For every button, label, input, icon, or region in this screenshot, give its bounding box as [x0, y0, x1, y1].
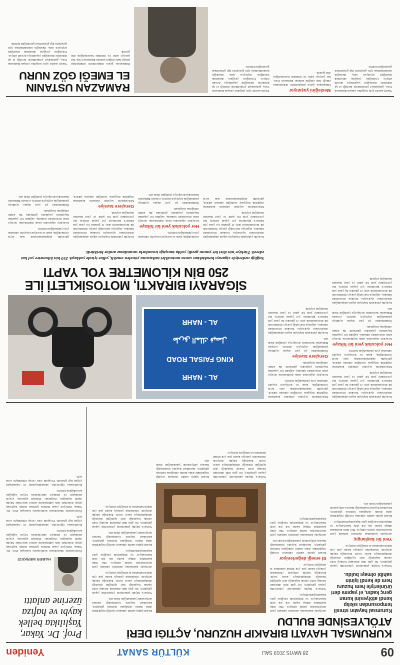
- article-subhead: Yeni bir başlangıç: [353, 537, 392, 542]
- motorcyclist-photo: [8, 295, 132, 399]
- article-paragraph: Yıllarca büyük şirketlerde yöneticilik yapan girişimci, bir gün tüm düzenini bırakıp hobi olarak başladığı deri işçiliğini mesleğe dönüştürmeye karar verdi. Kurduğu küçük atölyede cüzdandan çantaya kadar pek çok ürünü tamamen el emeğiyle üretiyor.: [92, 505, 152, 529]
- article-paragraph: Gençlere sigaradan uzak durmalarını tavsiye eden motosiklet tutkunu, sağlıklı bir yaşamın hayallerin peşinden gitmenin ilk adımı olduğunu vurguladı.: [268, 361, 328, 377]
- article-paragraph: Yıllarca büyük şirketlerde yöneticilik yapan girişimci, bir gün tüm düzenini bırakıp hobi olarak başladığı deri işçiliğini mesleğe dönüştürmeye karar verdi. Kurduğu küçük atölyede cüzdandan çantaya kadar pek çok ürünü tamamen el emeğiyle üretiyor.: [270, 563, 326, 591]
- road-sign: [142, 307, 258, 391]
- article-paragraph: Yıllarca büyük şirketlerde yöneticilik yapan girişimci, bir gün tüm düzenini bırakıp hobi olarak başladığı deri işçiliğini mesleğe dönüştürmeye karar verdi. Kurduğu küçük atölyede cüzdandan çantaya kadar pek çok ürünü tamamen el emeğiyle üretiyor.: [330, 544, 392, 568]
- column-divider: [86, 407, 87, 639]
- main-headline-line-2: 250 BİN KİLOMETRE YOL YAPTI: [43, 265, 229, 279]
- page-header: [6, 645, 394, 659]
- side-column-author: HABER MERKEZİ: [17, 557, 51, 562]
- side-column-paragraph: Konferansa öğrenciler, akademisyenler ve vatandaşlar yoğun ilgi gösterdi. Program soru cevap bölümüyle sona erdi.: [6, 515, 82, 527]
- article-paragraph: Yıllarca büyük şirketlerde yöneticilik yapan girişimci, bir gün tüm düzenini bırakıp hobi olarak başladığı deri işçiliğini mesleğe dönüştürmeye karar verdi. Kurduğu küçük atölyede cüzdandan çantaya kadar pek çok ürünü tamamen el emeğiyle üretiyor.: [92, 571, 152, 595]
- craftsman-photo: [134, 7, 208, 93]
- article-paragraph: Gençlik yıllarında başlayan sigara alışkanlığını doktorunun uyarısıyla bırakan motosiklet tutkunu, sigaraya harcadığı parayı biriktirerek ilk motosikletini aldı. O günden bu yana yüz binlerce kilometre yol yapan sürücü, her yolculukta yeni bir şehir ve yeni insanlar tanıdığını söyledi.: [203, 211, 264, 239]
- top-article-headline: KURUMSAL HAYATI BIRAKIP HUZURU, AÇTIĞI DERİ ATÖLYESİNDE BULDU: [126, 615, 392, 639]
- side-column-paragraph: Konferansa öğrenciler, akademisyenler ve vatandaşlar yoğun ilgi gösterdi. Program soru cevap bölümüyle sona erdi.: [6, 475, 82, 487]
- issue-date: 28 MAYIS 2019 SALI: [261, 649, 309, 655]
- article-paragraph: Gençlere sigaradan uzak durmalarını tavsiye eden motosiklet tutkunu, sağlıklı bir yaşamın hayallerin peşinden gitmenin ilk adımı olduğunu vurguladı.: [8, 209, 69, 225]
- top-article-column-2: [270, 408, 326, 613]
- main-article-column-1: [332, 109, 392, 399]
- brand-logo: Yeniden: [6, 646, 45, 658]
- bottom-article-lead: [8, 10, 130, 66]
- main-article-body-columns: [8, 109, 264, 239]
- side-column-paragraph: Üniversitede düzenlenen konferansta konuşan Prof. Dr. Yakar, ilerleyen yaşla birlikte görülen bellek kaybının erken dönemde fark edilmesinin tedavi sürecinde büyük önem taşıdığını vurguladı. Düzenli egzersiz, sosyal etkileşim ve zihinsel aktivitelerin beyin sağlığını koruduğunu belirtti.: [6, 529, 82, 553]
- section-title: KÜLTÜR SANAT: [116, 647, 190, 657]
- article-paragraph: Kendi işinin sahibi olmanın verdiği özgürlükle daha mutlu olduğunu belirten girişimci, kurumsal hayatta bulamadığı huzuru atölyesinde yakaladığını ifade etti.: [330, 502, 392, 518]
- article-paragraph: Atölyede kullanılan derilerin tamamı yerli üreticilerden temin ediliyor. Her ürün kesimden dikişe kadar tek tek elde hazırlanıyor ve müşterinin isteğine göre kişiselleştirilebiliyor.: [270, 593, 326, 613]
- article-paragraph: Kendi işinin sahibi olmanın verdiği özgürlükle daha mutlu olduğunu belirten girişimci, kurumsal hayatta bulamadığı huzuru atölyesinde yakaladığını ifade etti.: [92, 597, 152, 613]
- article-paragraph: Gençlik yıllarında başlayan sigara alışkanlığını doktorunun uyarısıyla bırakan motosiklet tutkunu, sigaraya harcadığı parayı biriktirerek ilk motosikletini aldı. O günden bu yana yüz binlerce kilometre yol yapan sürücü, her yolculukta yeni bir şehir ve yeni insanlar tanıdığını söyledi.: [73, 211, 134, 239]
- article-paragraph: Gençlere sigaradan uzak durmalarını tavsiye eden motosiklet tutkunu, sağlıklı bir yaşamın hayallerin peşinden gitmenin ilk adımı olduğunu vurguladı.: [138, 207, 199, 223]
- article-paragraph: Önümüzdeki yıl yurt dışına açılmayı planladığını söyleyen sürücü, rotasını Balkanlar üzerinden Avrupa'ya çizdiğini ifade etti.: [138, 193, 199, 205]
- author-photo: [54, 557, 82, 591]
- article-paragraph: Önümüzdeki yıl yurt dışına açılmayı planladığını söyleyen sürücü, rotasını Balkanlar üzerinden Avrupa'ya çizdiğini ifade etti.: [8, 195, 69, 207]
- road-sign-line: AL - NAHR: [182, 372, 218, 380]
- road-sign-line: AL - NAHR: [182, 318, 218, 326]
- article-subhead: Her yolculuk yeni bir hikaye: [139, 224, 199, 229]
- road-sign-line: طريق الملك فيصل: [172, 336, 228, 344]
- article-paragraph: Gençlik yıllarında başlayan sigara alışkanlığını doktorunun uyarısıyla bırakan motosiklet tutkunu, sigaraya harcadığı parayı biriktirerek ilk motosikletini aldı. O günden bu yana yüz binlerce kilometre yol yapan sürücü, her yolculukta yeni bir şehir ve yeni insanlar tanıdığını söyledi.: [332, 371, 392, 399]
- top-article-deck-column: [330, 408, 392, 613]
- main-headline-line-1: SİGARAYI BIRAKTI, MOTOSİKLETİ İLE: [25, 278, 247, 292]
- main-article-deck: Sağlığı nedeniyle sigarayı bıraktıktan sonra motosiklet tutkusuna yönelen emekli, yıllar içinde yaklaşık 250 bin kilometre yol kat ederek Türkiye'nin dört bir yanını gezdi; yolda tanıştığı insanlarla unutulmaz anılar biriktirdi.: [21, 250, 264, 261]
- article-paragraph: Yarım asırdır aynı tezgahta çalışan Ramazan Usta, geleneksel yöntemlerle ürettiği el işi ürünlerle mesleğini yaşatmaya devam ediyor. Ustalığını çırağına aktarmak istediğini söyleyen usta, mesleğin unutulmaması için gençlerin ilgi göstermesi gerektiğini belirtti.: [212, 65, 270, 93]
- main-article-headline: [8, 265, 264, 291]
- side-column: [6, 407, 82, 639]
- side-column-paragraph: Üniversitede düzenlenen konferansta konuşan Prof. Dr. Yakar, ilerleyen yaşla birlikte görülen bellek kaybının erken dönemde fark edilmesinin tedavi sürecinde büyük önem taşıdığını vurguladı. Düzenli egzersiz, sosyal etkileşim ve zihinsel aktivitelerin beyin sağlığını koruduğunu belirtti.: [6, 489, 82, 513]
- article-subhead: Mesleğini yaşatıyor: [289, 88, 331, 93]
- section-divider: [6, 402, 394, 403]
- road-sign-line: KING FAISAL ROAD: [166, 354, 234, 362]
- bottom-article: [8, 7, 392, 93]
- article-paragraph: Kendi işinin sahibi olmanın verdiği özgürlükle daha mutlu olduğunu belirten girişimci, kurumsal hayatta bulamadığı huzuru atölyesinde yakaladığını ifade etti.: [270, 539, 326, 555]
- article-subhead: Gençlere tavsiye: [98, 204, 134, 209]
- article-paragraph: Yarım asırdır aynı tezgahta çalışan Ramazan Usta, geleneksel yöntemlerle ürettiği el işi ürünlerle mesleğini yaşatmaya devam ediyor. Ustalığını çırağına aktarmak istediğini söyleyen usta, mesleğin unutulmaması için gençlerin ilgi göstermesi gerektiğini belirtti.: [8, 42, 67, 66]
- article-paragraph: Motosikletle seyahat etmenin kendisine özgürlük duygusu verdiğini anlatan sürücü, güvenlik ekipmanlarından asla taviz vermediğini, kask ve koruyucu kıyafet olmadan yola çıkmadığını belirtti.: [268, 379, 328, 399]
- top-article-column-3: [92, 408, 152, 613]
- article-paragraph: Gençlik yıllarında başlayan sigara alışkanlığını doktorunun uyarısıyla bırakan motosiklet tutkunu, sigaraya harcadığı parayı biriktirerek ilk motosikletini aldı. O günden bu yana yüz binlerce kilometre yol yapan sürücü, her yolculukta yeni bir şehir ve yeni insanlar tanıdığını söyledi.: [268, 307, 328, 335]
- article-paragraph: Motosikletle seyahat etmenin kendisine özgürlük duygusu verdiğini anlatan sürücü, güvenlik ekipmanlarından asla taviz vermediğini, kask ve koruyucu kıyafet olmadan yola çıkmadığını belirtti.: [332, 349, 392, 369]
- article-paragraph: Atölyede kullanılan derilerin tamamı yerli üreticilerden temin ediliyor. Her ürün kesimden dikişe kadar tek tek elde hazırlanıyor ve müşterinin isteğine göre kişiselleştirilebiliyor.: [270, 517, 326, 537]
- article-paragraph: Dükkanına gelen müşterilerin ürünlerdeki emeği fark ettiğini anlatan Ramazan Usta, her parçayı sabır ve titizlikle hazırladığını dile getirdi.: [71, 50, 130, 66]
- article-paragraph: Motosikletle seyahat etmenin kendisine özgürlük duygusu verdiğini anlatan sürücü, güvenlik ekipmanlarından asla taviz vermediğini, kask ve koruyucu kıyafet olmadan yola çıkmadığını belirtti.: [138, 197, 264, 239]
- page-number: 09: [380, 645, 394, 659]
- article-paragraph: Gençlik yıllarında başlayan sigara alışkanlığını doktorunun uyarısıyla bırakan motosiklet tutkunu, sigaraya harcadığı parayı biriktirerek ilk motosikletini aldı. O günden bu yana yüz binlerce kilometre yol yapan sürücü, her yolculukta yeni bir şehir ve yeni insanlar tanıdığını söyledi.: [332, 277, 392, 305]
- article-paragraph: Gençlere sigaradan uzak durmalarını tavsiye eden motosiklet tutkunu, sağlıklı bir yaşamın hayallerin peşinden gitmenin ilk adımı olduğunu vurguladı.: [332, 325, 392, 341]
- section-divider: [6, 96, 394, 97]
- bottom-article-body: [212, 7, 392, 93]
- workshop-photo: [156, 483, 266, 613]
- article-subhead: Gençlere tavsiye: [292, 354, 328, 359]
- side-column-title: Prof. Dr. Yakar, Yaşlılıkta bellek kaybı ve hafıza üzerine anlattı: [18, 595, 82, 639]
- article-paragraph: Kendi işinin sahibi olmanın verdiği özgürlükle daha mutlu olduğunu belirten girişimci, kurumsal hayatta bulamadığı huzuru atölyesinde yakaladığını ifade etti.: [156, 459, 209, 479]
- article-paragraph: Yarım asırdır aynı tezgahta çalışan Ramazan Usta, geleneksel yöntemlerle ürettiği el işi ürünlerle mesleğini yaşatmaya devam ediyor. Ustalığını çırağına aktarmak istediğini söyleyen usta, mesleğin unutulmaması için gençlerin ilgi göstermesi gerektiğini belirtti.: [334, 65, 392, 93]
- article-paragraph: Dükkanına gelen müşterilerin ürünlerdeki emeği fark ettiğini anlatan Ramazan Usta, her parçayı sabır ve titizlikle hazırladığını dile getirdi.: [273, 71, 331, 87]
- article-subhead: El emeği değerleniyor: [279, 556, 326, 561]
- article-paragraph: Kendi işinin sahibi olmanın verdiği özgürlükle daha mutlu olduğunu belirten girişimci, kurumsal hayatta bulamadığı huzuru atölyesinde yakaladığını ifade etti.: [92, 531, 152, 547]
- bottom-article-head: [8, 7, 130, 93]
- article-paragraph: Atölyede kullanılan derilerin tamamı yerli üreticilerden temin ediliyor. Her ürün kesimden dikişe kadar tek tek elde hazırlanıyor ve müşterinin isteğine göre kişiselleştirilebiliyor.: [330, 520, 392, 536]
- top-article-column-1: [330, 418, 392, 568]
- top-article-column-4: [156, 408, 266, 479]
- header-divider: [6, 642, 394, 643]
- side-column-body: [6, 423, 82, 553]
- article-paragraph: Yıllarca büyük şirketlerde yöneticilik yapan girişimci, bir gün tüm düzenini bırakıp hobi olarak başladığı deri işçiliğini mesleğe dönüştürmeye karar verdi. Kurduğu küçük atölyede cüzdandan çantaya kadar pek çok ürünü tamamen el emeğiyle üretiyor.: [213, 451, 266, 479]
- main-article: [8, 99, 392, 399]
- road-sign-photo: [136, 295, 264, 399]
- top-article-deck: Kurumsal hayatın stresli temposundan sıkılıp kendi atölyesini kuran genç kadın, el yapımı deri ürünleriyle hem huzuru hem de kendi işinin sahibi olmayı buldu.: [331, 571, 392, 613]
- article-paragraph: Önümüzdeki yıl yurt dışına açılmayı planladığını söyleyen sürücü, rotasını Balkanlar üzerinden Avrupa'ya çizdiğini ifade etti.: [268, 337, 328, 353]
- main-article-column-2: [268, 109, 328, 399]
- article-subhead: Her yolculuk yeni bir hikaye: [332, 342, 392, 347]
- bottom-headline-line-2: EL EMEĞİ GÖZ NURU: [19, 69, 130, 81]
- article-paragraph: Motosikletle seyahat etmenin kendisine özgürlük duygusu verdiğini anlatan sürücü, güvenlik ekipmanlarından asla taviz vermediğini, kask ve koruyucu kıyafet olmadan yola çıkmadığını belirtti.: [8, 195, 134, 239]
- bottom-headline-line-1: RAMAZAN USTANIN: [26, 81, 130, 93]
- article-paragraph: Önümüzdeki yıl yurt dışına açılmayı planladığını söyleyen sürücü, rotasını Balkanlar üzerinden Avrupa'ya çizdiğini ifade etti.: [332, 307, 392, 323]
- article-paragraph: Atölyede kullanılan derilerin tamamı yerli üreticilerden temin ediliyor. Her ürün kesimden dikişe kadar tek tek elde hazırlanıyor ve müşterinin isteğine göre kişiselleştirilebiliyor.: [92, 549, 152, 569]
